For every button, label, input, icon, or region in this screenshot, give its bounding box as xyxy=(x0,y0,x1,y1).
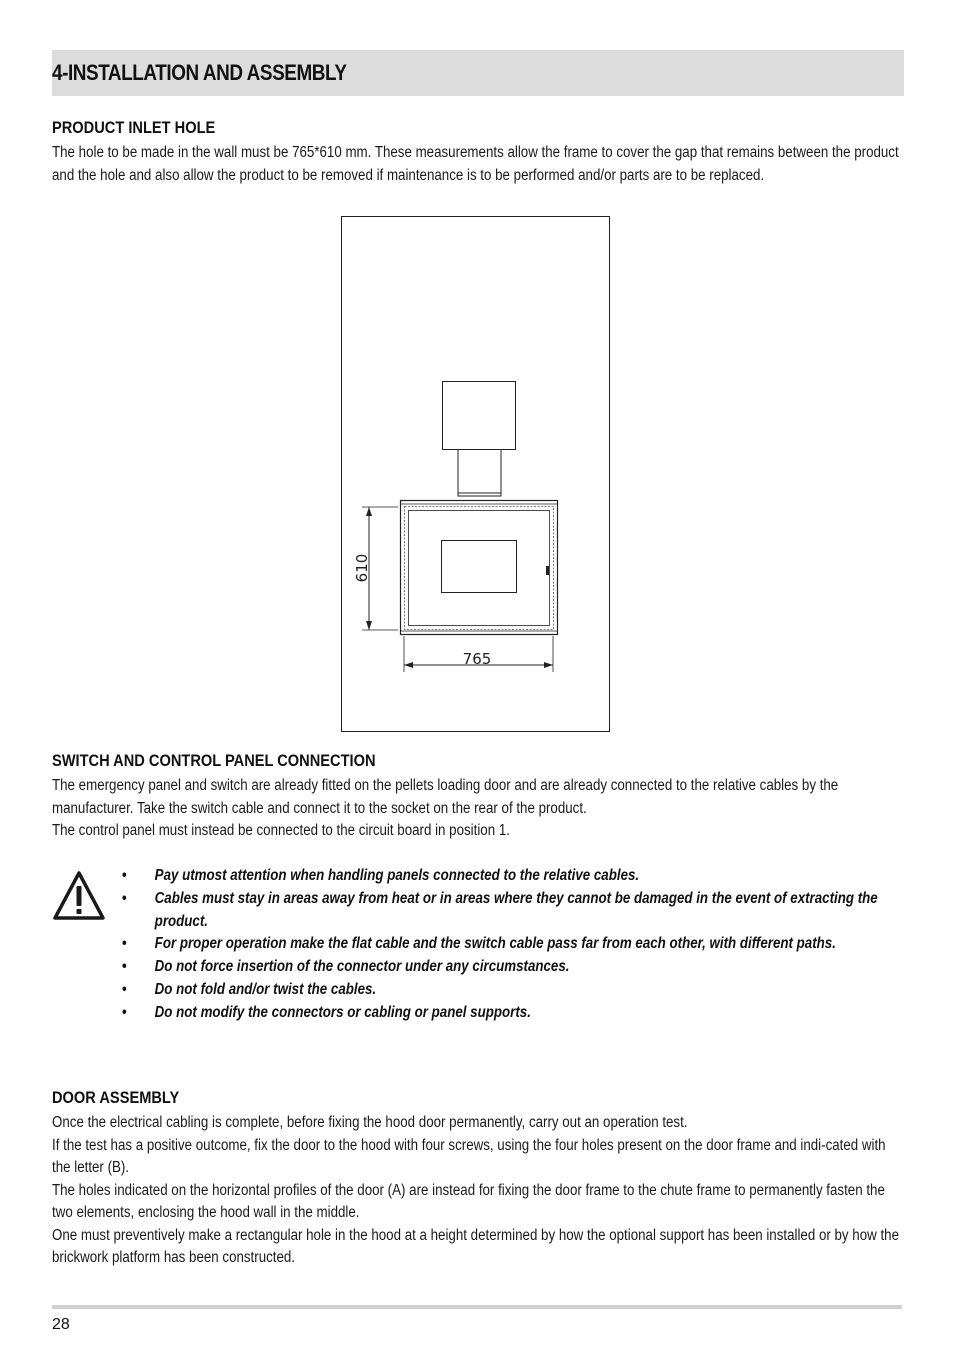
flue-box xyxy=(443,382,516,450)
heading-product-inlet-hole: PRODUCT INLET HOLE xyxy=(52,118,216,137)
height-label: 610 xyxy=(353,553,371,583)
warning-item: • Do not fold and/or twist the cables. xyxy=(122,979,900,1002)
door-paragraph: One must preventively make a rectangular hole in the hood at a height determined by how the optional support has been installed or by how the brickwork platform has been constructed. xyxy=(52,1226,899,1266)
warning-list xyxy=(122,865,900,1025)
warning-triangle-icon xyxy=(52,870,106,922)
page-number: 28 xyxy=(52,1316,70,1333)
door-body xyxy=(52,1112,903,1270)
width-label: 765 xyxy=(462,650,492,668)
warning-item: • Cables must stay in areas away from heat or in areas where they cannot be damaged in the event of extracting the product. xyxy=(122,888,900,934)
door-paragraph: The holes indicated on the horizontal profiles of the door (A) are instead for fixing the door frame to the chute frame to permanently fasten the two elements, enclosing the hood wall in the middle. xyxy=(52,1181,885,1221)
inlet-paragraph: The hole to be made in the wall must be 765*610 mm. These measurements allow the frame to cover the gap that remains between the product and the hole and also allow the product to be removed if maintenance is to be performed and/or parts are to be replaced. xyxy=(52,144,899,184)
door-paragraph: If the test has a positive outcome, fix the door to the hood with four screws, using the four holes present on the door frame and indi-cated with the letter (B). xyxy=(52,1136,886,1176)
warning-item: • Do not modify the connectors or cabling or panel supports. xyxy=(122,1002,900,1025)
switch-paragraph: The emergency panel and switch are already fitted on the pellets loading door and are already connected to the relative cables by the manufacturer. Take the switch cable and connect it to the socket on the rear of the product. xyxy=(52,777,839,817)
heading-door-assembly: DOOR ASSEMBLY xyxy=(52,1088,180,1107)
warning-item: • Do not force insertion of the connector under any circumstances. xyxy=(122,956,900,979)
stove-frame xyxy=(401,501,558,635)
heading-switch-control-panel: SWITCH AND CONTROL PANEL CONNECTION xyxy=(52,751,376,770)
switch-body xyxy=(52,775,903,843)
door-paragraph: Once the electrical cabling is complete, before fixing the hood door permanently, carry out an operation test. xyxy=(52,1114,688,1131)
switch-paragraph: The control panel must instead be connected to the circuit board in position 1. xyxy=(52,822,510,839)
stove-window xyxy=(442,541,517,593)
warning-item: • For proper operation make the flat cable and the switch cable pass far from each other, with different paths. xyxy=(122,933,900,956)
warning-item: • Pay utmost attention when handling panels connected to the relative cables. xyxy=(122,865,900,888)
footer-divider xyxy=(52,1305,902,1309)
page-title: 4-INSTALLATION AND ASSEMBLY xyxy=(52,60,347,85)
